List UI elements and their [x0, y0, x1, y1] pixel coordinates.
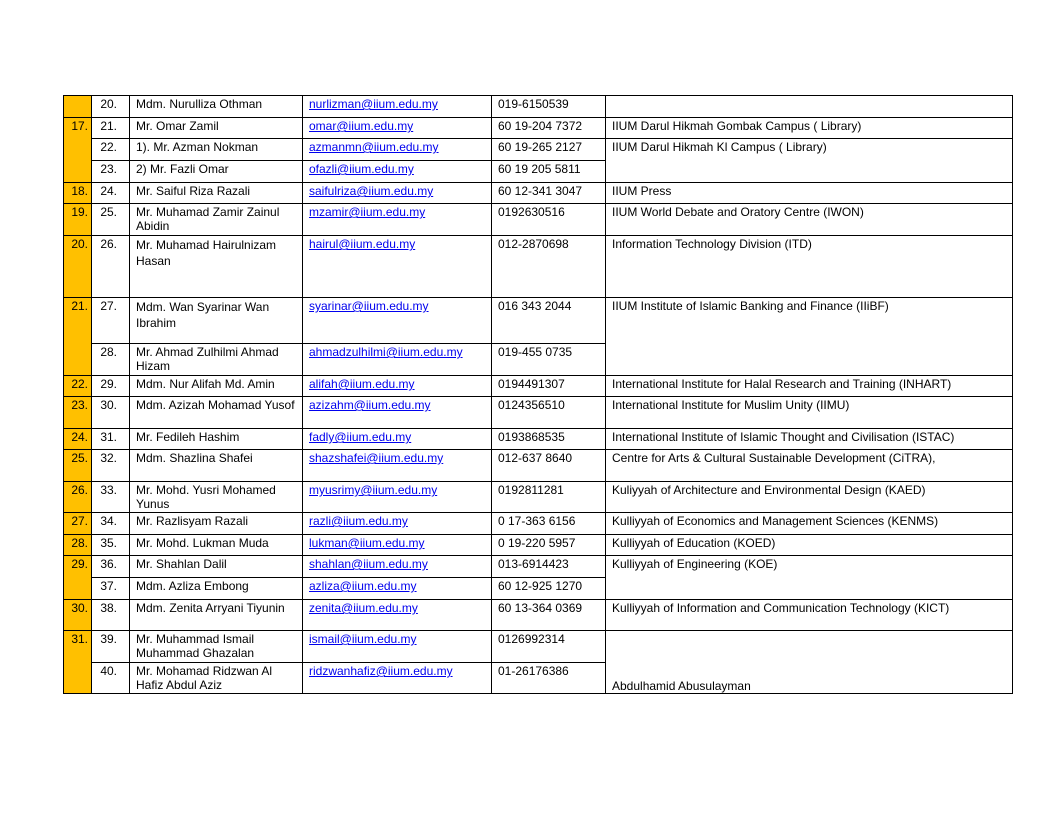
email-link[interactable]: zenita@iium.edu.my: [309, 601, 418, 615]
row-number: 30.: [92, 397, 130, 429]
email-link[interactable]: myusrimy@iium.edu.my: [309, 483, 438, 497]
staff-name: Mdm. Zenita Arryani Tiyunin: [130, 600, 303, 631]
table-row: [64, 600, 1013, 631]
staff-name: Mdm. Nur Alifah Md. Amin: [130, 376, 303, 397]
table-row: [64, 183, 1013, 204]
table-row: [64, 118, 1013, 139]
group-number: 28.: [64, 535, 92, 556]
email-link[interactable]: syarinar@iium.edu.my: [309, 299, 429, 313]
phone-number: 0193868535: [492, 429, 606, 450]
email-link[interactable]: ofazli@iium.edu.my: [309, 162, 414, 176]
department-name: Abdulhamid Abusulayman: [606, 631, 1013, 694]
table-row: [64, 631, 1013, 663]
table-row: [64, 429, 1013, 450]
row-number: 36.: [92, 556, 130, 578]
table-row: [64, 482, 1013, 513]
department-name: Kulliyyah of Information and Communication Technology (KICT): [606, 600, 1013, 631]
table-row: [64, 96, 1013, 118]
table-row: [64, 397, 1013, 429]
department-name: IIUM World Debate and Oratory Centre (IWON): [606, 204, 1013, 236]
department-name: Kulliyyah of Engineering (KOE): [606, 556, 1013, 600]
phone-number: 60 19-265 2127: [492, 139, 606, 161]
group-number: 21.: [64, 298, 92, 376]
email-link[interactable]: fadly@iium.edu.my: [309, 430, 412, 444]
table-row: [64, 535, 1013, 556]
group-number-cell: [64, 96, 92, 118]
department-name: International Institute for Muslim Unity (IIMU): [606, 397, 1013, 429]
phone-number: 012-637 8640: [492, 450, 606, 482]
row-number: 38.: [92, 600, 130, 631]
phone-number: 0126992314: [492, 631, 606, 663]
email-link[interactable]: shahlan@iium.edu.my: [309, 557, 428, 571]
phone-number: 01-26176386: [492, 663, 606, 694]
department-name: Information Technology Division (ITD): [606, 236, 1013, 298]
group-number: 25.: [64, 450, 92, 482]
email-link[interactable]: hairul@iium.edu.my: [309, 237, 416, 251]
email-link[interactable]: ahmadzulhilmi@iium.edu.my: [309, 345, 463, 359]
email-link[interactable]: azizahm@iium.edu.my: [309, 398, 431, 412]
group-number: 31.: [64, 631, 92, 694]
table-row: [64, 139, 1013, 161]
table-row: [64, 513, 1013, 535]
staff-name: Mr. Muhammad Ismail Muhammad Ghazalan: [130, 631, 303, 663]
email-link[interactable]: shazshafei@iium.edu.my: [309, 451, 444, 465]
department-cell: [606, 96, 1013, 118]
phone-number: 012-2870698: [492, 236, 606, 298]
staff-name: Mr. Mohd. Yusri Mohamed Yunus: [130, 482, 303, 513]
table-row: [64, 204, 1013, 236]
staff-name: Mr. Saiful Riza Razali: [130, 183, 303, 204]
group-number: 24.: [64, 429, 92, 450]
staff-name: Mr. Razlisyam Razali: [130, 513, 303, 535]
email-link[interactable]: alifah@iium.edu.my: [309, 377, 415, 391]
staff-name: Mdm. Azliza Embong: [130, 578, 303, 600]
email-link[interactable]: nurlizman@iium.edu.my: [309, 97, 438, 111]
row-number: 22.: [92, 139, 130, 161]
department-name: International Institute for Halal Research and Training (INHART): [606, 376, 1013, 397]
email-link[interactable]: omar@iium.edu.my: [309, 119, 414, 133]
staff-name: Mdm. Wan Syarinar Wan Ibrahim: [130, 298, 303, 344]
staff-name: Mr. Muhamad Zamir Zainul Abidin: [130, 204, 303, 236]
staff-directory-table: [63, 95, 1013, 694]
phone-number: 0192811281: [492, 482, 606, 513]
staff-name: 2) Mr. Fazli Omar: [130, 161, 303, 183]
staff-name: Mdm. Azizah Mohamad Yusof: [130, 397, 303, 429]
table-row: [64, 450, 1013, 482]
table-row: [64, 376, 1013, 397]
row-number: 21.: [92, 118, 130, 139]
staff-name: Mdm. Nurulliza Othman: [130, 96, 303, 118]
row-number: 40.: [92, 663, 130, 694]
phone-number: 0124356510: [492, 397, 606, 429]
department-name: IIUM Press: [606, 183, 1013, 204]
row-number: 35.: [92, 535, 130, 556]
row-number: 31.: [92, 429, 130, 450]
group-number: 29.: [64, 556, 92, 600]
group-number: 20.: [64, 236, 92, 298]
row-number: 23.: [92, 161, 130, 183]
phone-number: 0192630516: [492, 204, 606, 236]
department-name: IIUM Darul Hikmah Gombak Campus ( Library): [606, 118, 1013, 139]
phone-number: 60 12-925 1270: [492, 578, 606, 600]
department-name: Centre for Arts & Cultural Sustainable Development (CiTRA),: [606, 450, 1013, 482]
row-number: 33.: [92, 482, 130, 513]
email-link[interactable]: mzamir@iium.edu.my: [309, 205, 426, 219]
staff-name: Mr. Shahlan Dalil: [130, 556, 303, 578]
row-number: 20.: [92, 96, 130, 118]
phone-number: 013-6914423: [492, 556, 606, 578]
staff-name: Mr. Fedileh Hashim: [130, 429, 303, 450]
group-number: 18.: [64, 183, 92, 204]
staff-name: Mdm. Shazlina Shafei: [130, 450, 303, 482]
phone-number: 60 19-204 7372: [492, 118, 606, 139]
row-number: 26.: [92, 236, 130, 298]
group-number: 30.: [64, 600, 92, 631]
staff-name: Mr. Muhamad Hairulnizam Hasan: [130, 236, 303, 298]
phone-number: 016 343 2044: [492, 298, 606, 344]
staff-name: Mr. Mohamad Ridzwan Al Hafiz Abdul Aziz: [130, 663, 303, 694]
department-name: IIUM Darul Hikmah Kl Campus ( Library): [606, 139, 1013, 183]
staff-name: Mr. Mohd. Lukman Muda: [130, 535, 303, 556]
row-number: 34.: [92, 513, 130, 535]
email-link[interactable]: azliza@iium.edu.my: [309, 579, 417, 593]
row-number: 28.: [92, 344, 130, 376]
department-name: Kulliyyah of Economics and Management Sciences (KENMS): [606, 513, 1013, 535]
email-link[interactable]: ismail@iium.edu.my: [309, 632, 417, 646]
phone-number: 019-6150539: [492, 96, 606, 118]
group-number: 26.: [64, 482, 92, 513]
group-number: 17.: [64, 118, 92, 183]
table-row: [64, 236, 1013, 298]
phone-number: 60 13-364 0369: [492, 600, 606, 631]
row-number: 29.: [92, 376, 130, 397]
email-link[interactable]: ridzwanhafiz@iium.edu.my: [309, 664, 453, 678]
phone-number: 0 17-363 6156: [492, 513, 606, 535]
phone-number: 0 19-220 5957: [492, 535, 606, 556]
phone-number: 019-455 0735: [492, 344, 606, 376]
row-number: 37.: [92, 578, 130, 600]
group-number: 22.: [64, 376, 92, 397]
group-number: 27.: [64, 513, 92, 535]
email-link[interactable]: lukman@iium.edu.my: [309, 536, 425, 550]
row-number: 39.: [92, 631, 130, 663]
staff-name: Mr. Omar Zamil: [130, 118, 303, 139]
staff-name: Mr. Ahmad Zulhilmi Ahmad Hizam: [130, 344, 303, 376]
group-number: 23.: [64, 397, 92, 429]
email-link[interactable]: saifulriza@iium.edu.my: [309, 184, 434, 198]
row-number: 24.: [92, 183, 130, 204]
department-name: International Institute of Islamic Thought and Civilisation (ISTAC): [606, 429, 1013, 450]
table-row: [64, 556, 1013, 578]
phone-number: 60 19 205 5811: [492, 161, 606, 183]
row-number: 27.: [92, 298, 130, 344]
department-name: Kuliyyah of Architecture and Environmental Design (KAED): [606, 482, 1013, 513]
email-link[interactable]: razli@iium.edu.my: [309, 514, 408, 528]
table-row: [64, 298, 1013, 344]
department-name: IIUM Institute of Islamic Banking and Finance (IIiBF): [606, 298, 1013, 376]
row-number: 32.: [92, 450, 130, 482]
phone-number: 60 12-341 3047: [492, 183, 606, 204]
phone-number: 0194491307: [492, 376, 606, 397]
row-number: 25.: [92, 204, 130, 236]
department-name: Kulliyyah of Education (KOED): [606, 535, 1013, 556]
staff-name: 1). Mr. Azman Nokman: [130, 139, 303, 161]
email-link[interactable]: azmanmn@iium.edu.my: [309, 140, 439, 154]
group-number: 19.: [64, 204, 92, 236]
